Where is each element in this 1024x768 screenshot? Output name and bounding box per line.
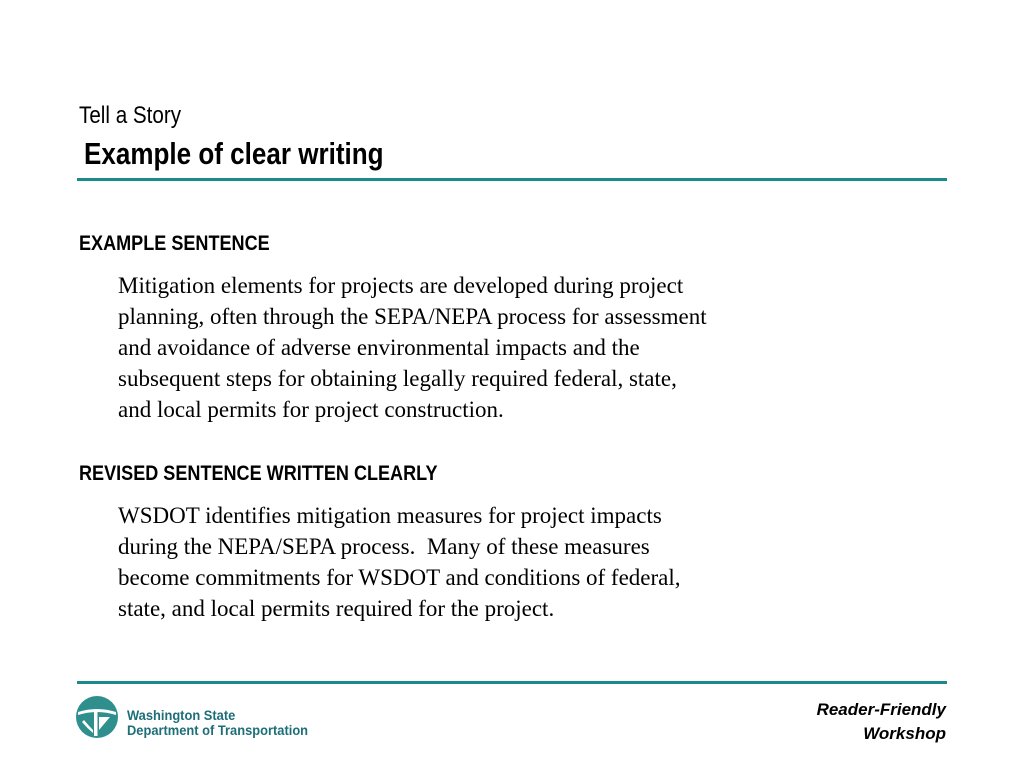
workshop-line-1: Reader-Friendly [816,700,946,719]
wsdot-logo [76,696,356,742]
workshop-label [817,698,946,746]
slide-pre-title: Tell a Story [79,102,182,129]
logo-line-1: Washington State [127,707,236,723]
workshop-line-2: Workshop [863,724,946,743]
example-line: planning, often through the SEPA/NEPA process for assessment [118,304,707,329]
revised-line: during the NEPA/SEPA process. Many of these measures [118,534,650,559]
example-sentence-text [118,270,878,425]
wsdot-logo-text [127,708,308,738]
example-sentence-heading: EXAMPLE SENTENCE [79,232,270,255]
logo-line-2: Department of Transportation [127,722,309,738]
example-line: and local permits for project construction. [118,397,504,422]
footer-divider [77,681,947,684]
slide-title: Example of clear writing [84,136,384,171]
example-line: and avoidance of adverse environmental impacts and the [118,335,640,360]
revised-sentence-text [118,500,878,624]
title-divider [77,178,947,181]
wsdot-logo-icon [76,696,118,738]
revised-line: become commitments for WSDOT and conditions of federal, [118,565,681,590]
example-line: subsequent steps for obtaining legally required federal, state, [118,366,677,391]
revised-sentence-heading: REVISED SENTENCE WRITTEN CLEARLY [79,462,438,485]
example-line: Mitigation elements for projects are developed during project [118,273,684,298]
revised-line: state, and local permits required for the project. [118,596,555,621]
revised-line: WSDOT identifies mitigation measures for project impacts [118,503,662,528]
